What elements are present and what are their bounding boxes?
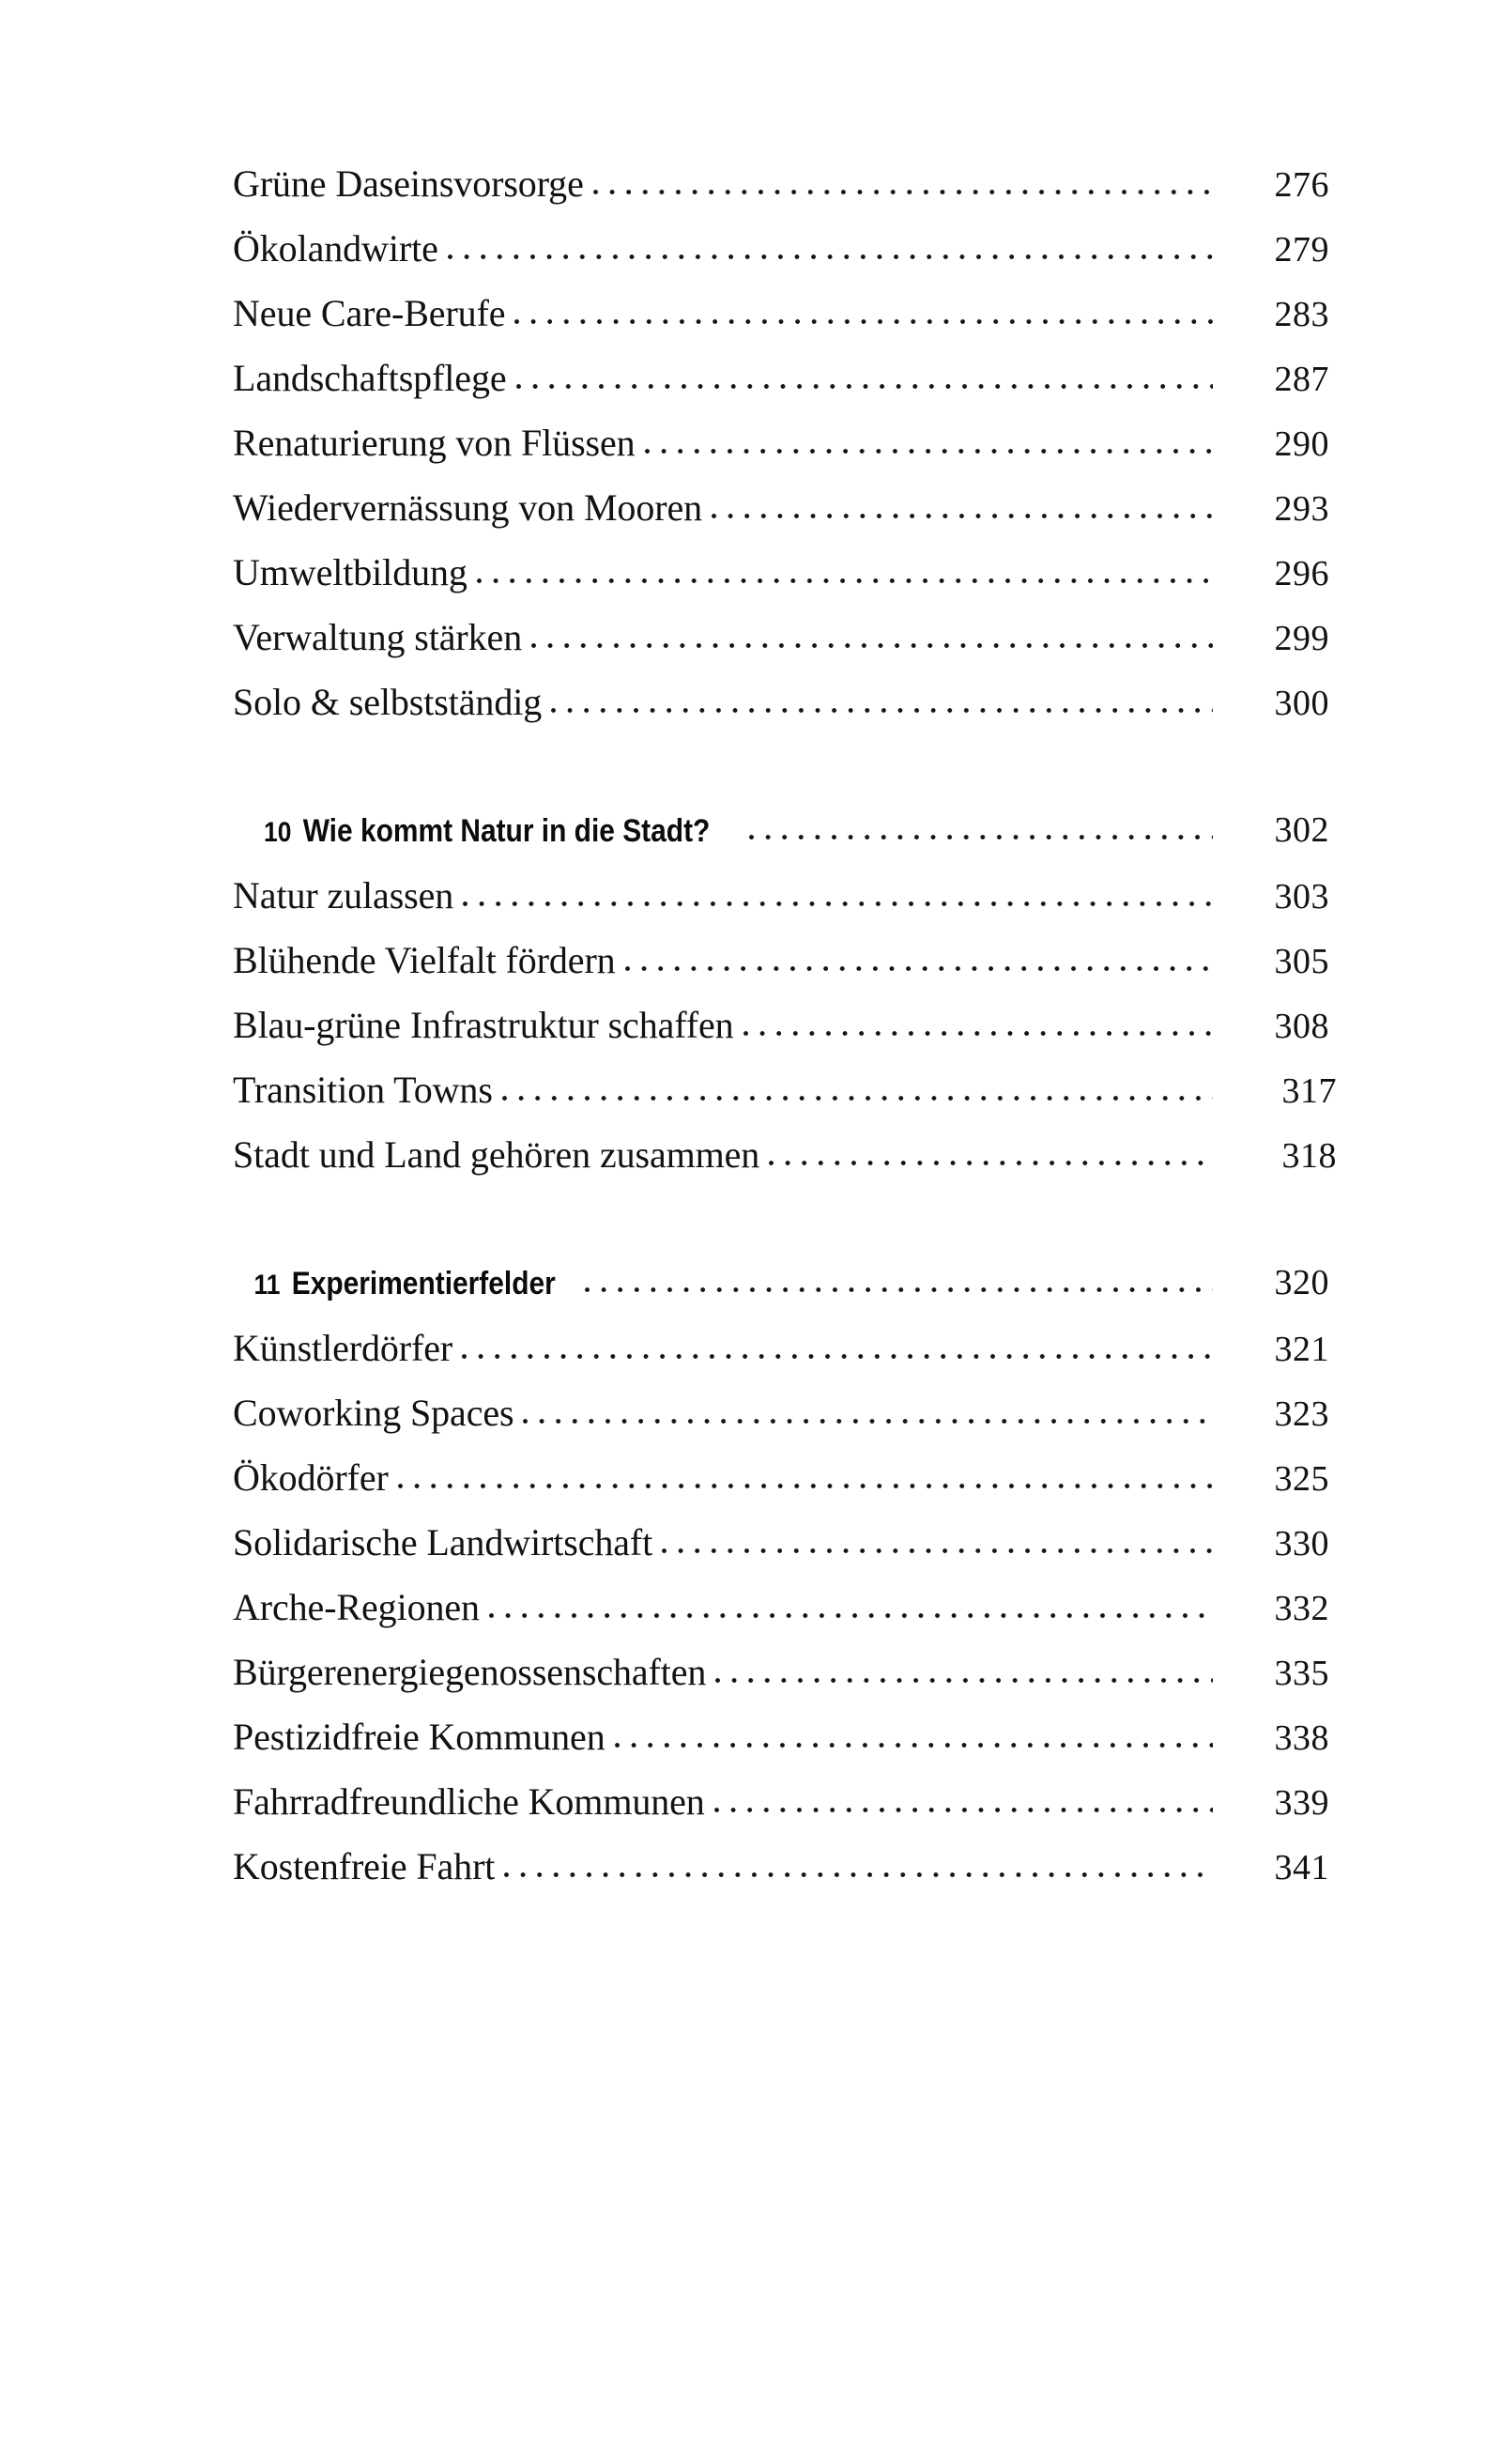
toc-entry-row[interactable] xyxy=(233,939,1329,1007)
toc-label-text: Landschaftspflege xyxy=(233,357,507,399)
toc-entry-row[interactable] xyxy=(233,1586,1329,1654)
toc-label-text: Pestizidfreie Kommunen xyxy=(233,1716,605,1758)
toc-entry-title xyxy=(233,1845,504,1887)
toc-label-text: Blühende Vielfalt fördern xyxy=(233,939,616,981)
toc-entry-title xyxy=(233,1456,398,1499)
toc-label-text: Neue Care-Berufe xyxy=(233,292,506,334)
toc-entry-title xyxy=(233,1651,715,1693)
toc-label-text: Wiedervernässung von Mooren xyxy=(233,486,702,529)
toc-label-text: Solo & selbstständig xyxy=(233,681,543,723)
toc-entry-row[interactable] xyxy=(233,874,1329,942)
toc-entry-title xyxy=(233,357,516,399)
toc-entry-title xyxy=(233,874,463,916)
toc-page-number: 332 xyxy=(1274,1589,1329,1628)
toc-leader-dots xyxy=(625,958,1213,973)
toc-chapter-title xyxy=(254,1268,564,1300)
toc-entry-row[interactable] xyxy=(233,1718,1329,1783)
toc-entry-title xyxy=(233,162,593,205)
toc-chapter-number: 10 xyxy=(264,817,292,848)
toc-page-number: 317 xyxy=(1281,1071,1337,1111)
toc-entry-title xyxy=(233,1133,769,1176)
toc-page-number: 293 xyxy=(1274,489,1329,529)
toc-entry-row[interactable] xyxy=(233,292,1329,360)
toc-group xyxy=(233,810,1337,1201)
toc-page-number: 339 xyxy=(1274,1783,1329,1823)
toc-leader-dots xyxy=(514,311,1213,326)
toc-label-text: Transition Towns xyxy=(233,1069,493,1111)
toc-page-number: 299 xyxy=(1274,619,1329,658)
toc-leader-dots xyxy=(448,246,1213,261)
toc-entry-row[interactable] xyxy=(233,1521,1329,1589)
toc-page-number: 290 xyxy=(1274,424,1329,464)
toc-leader-dots xyxy=(769,1152,1213,1167)
toc-entry-row[interactable] xyxy=(233,1780,1329,1848)
toc-leader-dots xyxy=(504,1864,1213,1879)
toc-entry-row[interactable] xyxy=(233,1327,1329,1394)
toc-entry-title xyxy=(233,486,712,529)
toc-leader-dots xyxy=(489,1605,1213,1620)
toc-entry-row[interactable] xyxy=(233,616,1329,684)
toc-label-text: Solidarische Landwirtschaft xyxy=(233,1521,653,1563)
toc-page-number: 308 xyxy=(1274,1007,1329,1046)
toc-entry-row[interactable] xyxy=(233,486,1329,554)
toc-page-number: 276 xyxy=(1274,165,1329,205)
toc-label-text: Natur zulassen xyxy=(233,874,454,916)
toc-leader-dots xyxy=(662,1540,1213,1555)
toc-leader-dots xyxy=(585,1279,1213,1294)
toc-entry-title xyxy=(233,616,531,658)
toc-entry-title xyxy=(233,1394,523,1432)
toc-page-number: 287 xyxy=(1274,360,1329,399)
toc-entry-row[interactable] xyxy=(233,551,1329,619)
toc-leader-dots xyxy=(615,1734,1213,1749)
toc-entry-title xyxy=(233,681,551,723)
toc-leader-dots xyxy=(477,570,1213,585)
toc-page-number: 338 xyxy=(1274,1718,1329,1758)
toc-entry-row[interactable] xyxy=(233,681,1329,748)
toc-label-text: Ökodörfer xyxy=(233,1456,389,1499)
toc-entry-row[interactable] xyxy=(233,357,1329,424)
toc-leader-dots xyxy=(502,1087,1213,1102)
toc-leader-dots xyxy=(523,1410,1213,1425)
toc-group xyxy=(233,162,1329,748)
toc-chapter-row[interactable] xyxy=(233,812,1329,877)
toc-page-number: 320 xyxy=(1274,1263,1329,1302)
toc-page-number: 318 xyxy=(1281,1136,1337,1176)
toc-leader-dots xyxy=(516,376,1213,391)
toc-entry-title xyxy=(233,227,448,270)
toc-leader-dots xyxy=(712,505,1213,520)
toc-label-text: Grüne Daseinsvorsorge xyxy=(233,162,584,205)
toc-leader-dots xyxy=(743,1023,1213,1038)
toc-entry-row[interactable] xyxy=(233,424,1329,489)
toc-label-text: Verwaltung stärken xyxy=(233,616,523,658)
toc-label-text: Bürgerenergiegenossenschaften xyxy=(233,1651,707,1693)
toc-leader-dots xyxy=(593,181,1213,196)
toc-label-text: Künstlerdörfer xyxy=(233,1327,453,1369)
toc-label-text: Coworking Spaces xyxy=(233,1392,514,1434)
toc-page-number: 296 xyxy=(1274,554,1329,593)
toc-entry-title xyxy=(233,1718,615,1756)
toc-page-number: 303 xyxy=(1274,877,1329,916)
toc-leader-dots xyxy=(398,1475,1213,1490)
toc-label-text: Wie kommt Natur in die Stadt? xyxy=(302,813,711,849)
toc-chapter-title xyxy=(264,815,718,847)
toc-page-number: 302 xyxy=(1274,810,1329,850)
toc-page-number: 300 xyxy=(1274,684,1329,723)
toc-leader-dots xyxy=(531,635,1213,650)
toc-entry-row[interactable] xyxy=(233,1004,1329,1071)
toc-entry-row[interactable] xyxy=(233,1651,1329,1718)
toc-entry-title xyxy=(233,1004,743,1046)
toc-label-text: Experimentierfelder xyxy=(291,1266,556,1301)
toc-page-number: 305 xyxy=(1274,942,1329,981)
toc-entry-row[interactable] xyxy=(233,162,1329,230)
toc-label-text: Blau-grüne Infrastruktur schaffen xyxy=(233,1004,734,1046)
toc-leader-dots xyxy=(645,440,1213,455)
toc-label-text: Ökolandwirte xyxy=(233,227,438,270)
toc-leader-dots xyxy=(463,893,1213,908)
toc-page-number: 325 xyxy=(1274,1459,1329,1499)
toc-page-number: 335 xyxy=(1274,1654,1329,1693)
toc-leader-dots xyxy=(551,700,1213,715)
toc-leader-dots xyxy=(714,1799,1213,1814)
toc-label-text: Stadt und Land gehören zusammen xyxy=(233,1133,760,1176)
toc-entry-row[interactable] xyxy=(233,1394,1329,1459)
table-of-contents xyxy=(233,162,1337,1913)
toc-entry-title xyxy=(233,424,645,462)
toc-entry-row[interactable] xyxy=(233,227,1329,295)
toc-entry-title xyxy=(233,939,625,981)
toc-page-number: 279 xyxy=(1274,230,1329,270)
toc-label-text: Umweltbildung xyxy=(233,551,467,593)
toc-entry-title xyxy=(233,1780,714,1823)
toc-leader-dots xyxy=(749,826,1213,841)
toc-chapter-row[interactable] xyxy=(233,1265,1329,1330)
toc-entry-title xyxy=(233,1521,662,1563)
toc-page-number: 330 xyxy=(1274,1524,1329,1563)
toc-page-number: 321 xyxy=(1274,1330,1329,1369)
toc-entry-row[interactable] xyxy=(233,1133,1337,1201)
toc-entry-row[interactable] xyxy=(233,1845,1329,1913)
toc-page-number: 283 xyxy=(1274,295,1329,334)
toc-entry-title xyxy=(233,1071,502,1109)
toc-label-text: Arche-Regionen xyxy=(233,1586,480,1628)
toc-entry-title xyxy=(233,1586,489,1628)
toc-entry-title xyxy=(233,551,477,593)
toc-entry-title xyxy=(233,292,514,334)
toc-label-text: Fahrradfreundliche Kommunen xyxy=(233,1780,705,1823)
toc-group xyxy=(233,1265,1329,1913)
toc-entry-row[interactable] xyxy=(233,1069,1337,1136)
toc-entry-row[interactable] xyxy=(233,1456,1329,1524)
toc-label-text: Renaturierung von Flüssen xyxy=(233,422,636,464)
toc-entry-title xyxy=(233,1327,462,1369)
toc-page-number: 323 xyxy=(1274,1394,1329,1434)
toc-page-number: 341 xyxy=(1274,1848,1329,1887)
toc-chapter-number: 11 xyxy=(253,1270,281,1301)
toc-label-text: Kostenfreie Fahrt xyxy=(233,1845,496,1887)
toc-leader-dots xyxy=(715,1670,1213,1685)
toc-leader-dots xyxy=(462,1346,1213,1361)
